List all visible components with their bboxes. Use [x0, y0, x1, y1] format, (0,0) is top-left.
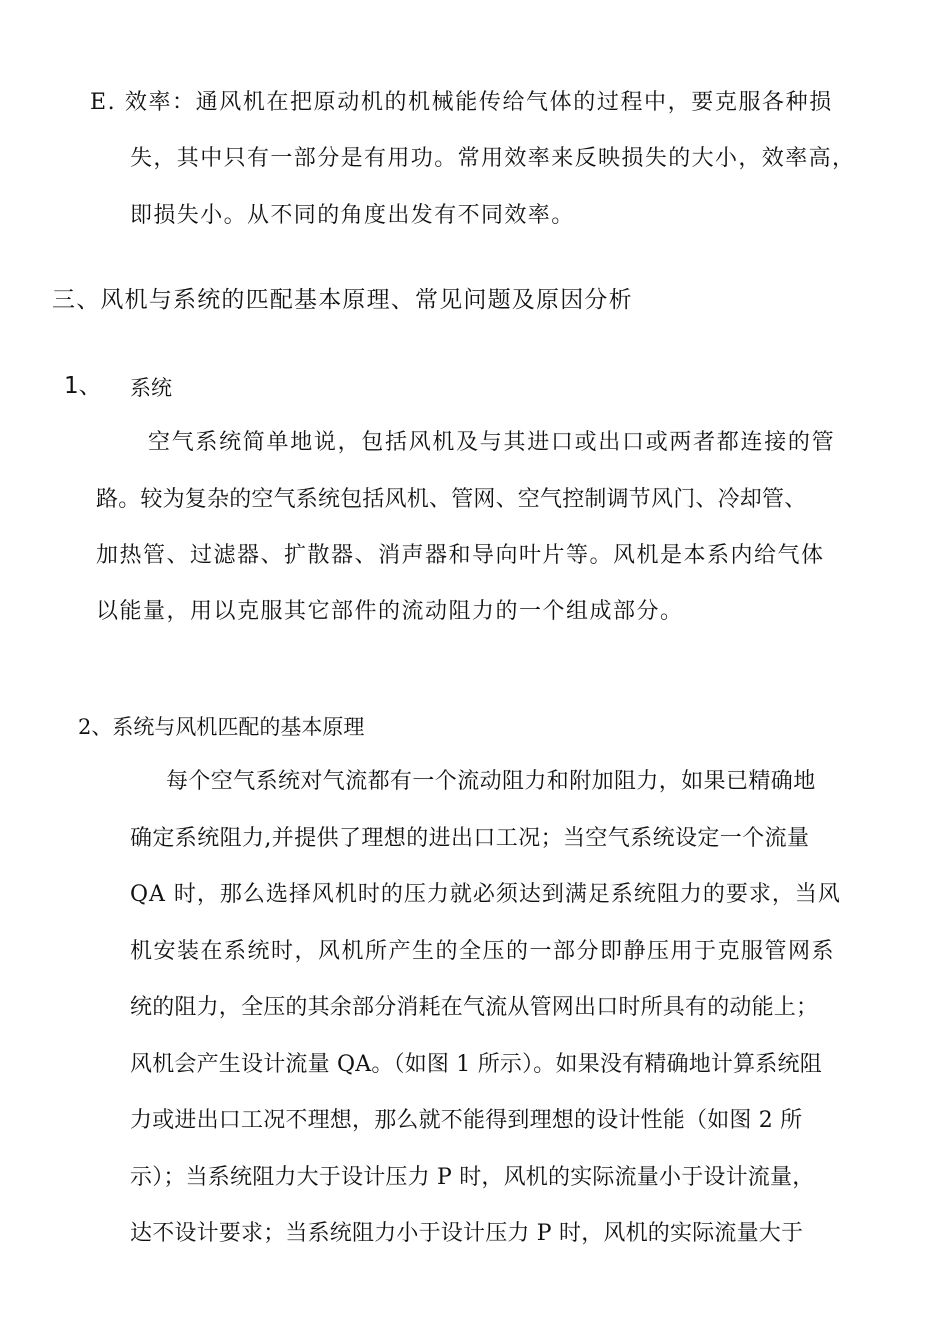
- subsection-1-title: 系统: [130, 376, 172, 400]
- subsection-2-line-1: 每个空气系统对气流都有一个流动阻力和附加阻力，如果已精确地: [166, 769, 816, 794]
- subsection-2-line-6: 风机会产生设计流量 QA。（如图 1 所示）。如果没有精确地计算系统阻: [130, 1052, 822, 1077]
- subsection-2-line-2: 确定系统阻力,并提供了理想的进出口工况；当空气系统设定一个流量: [130, 826, 810, 851]
- section-3-heading: 三、风机与系统的匹配基本原理、常见问题及原因分析: [52, 287, 633, 313]
- section-e-line-1: E. 效率：通风机在把原动机的机械能传给气体的过程中，要克服各种损: [90, 90, 833, 115]
- subsection-2-line-4: 机安装在系统时，风机所产生的全压的一部分即静压用于克服管网系: [130, 939, 836, 964]
- subsection-2-title: 2、系统与风机匹配的基本原理: [78, 715, 365, 739]
- section-e-line-2: 失，其中只有一部分是有用功。常用效率来反映损失的大小，效率高，: [130, 146, 856, 171]
- subsection-2-line-8: 示）；当系统阻力大于设计压力 P 时，风机的实际流量小于设计流量，: [130, 1165, 815, 1190]
- subsection-2-line-7: 力或进出口工况不理想，那么就不能得到理想的设计性能（如图 2 所: [130, 1108, 803, 1133]
- subsection-2-line-9: 达不设计要求；当系统阻力小于设计压力 P 时，风机的实际流量大于: [130, 1221, 804, 1246]
- subsection-1-line-2: 路。较为复杂的空气系统包括风机、管网、空气控制调节风门、冷却管、: [96, 487, 807, 512]
- subsection-1-line-3: 加热管、过滤器、扩散器、消声器和导向叶片等。风机是本系内给气体: [96, 543, 825, 568]
- subsection-1-line-4: 以能量，用以克服其它部件的流动阻力的一个组成部分。: [96, 599, 684, 624]
- subsection-2-line-5: 统的阻力，全压的其余部分消耗在气流从管网出口时所具有的动能上；: [130, 995, 819, 1020]
- subsection-1-number: 1、: [64, 373, 102, 399]
- subsection-1-line-1: 空气系统简单地说，包括风机及与其进口或出口或两者都连接的管: [148, 430, 836, 455]
- subsection-2-line-3: QA 时，那么选择风机时的压力就必须达到满足系统阻力的要求，当风: [130, 882, 841, 907]
- section-e-line-3: 即损失小。从不同的角度出发有不同效率。: [130, 203, 575, 228]
